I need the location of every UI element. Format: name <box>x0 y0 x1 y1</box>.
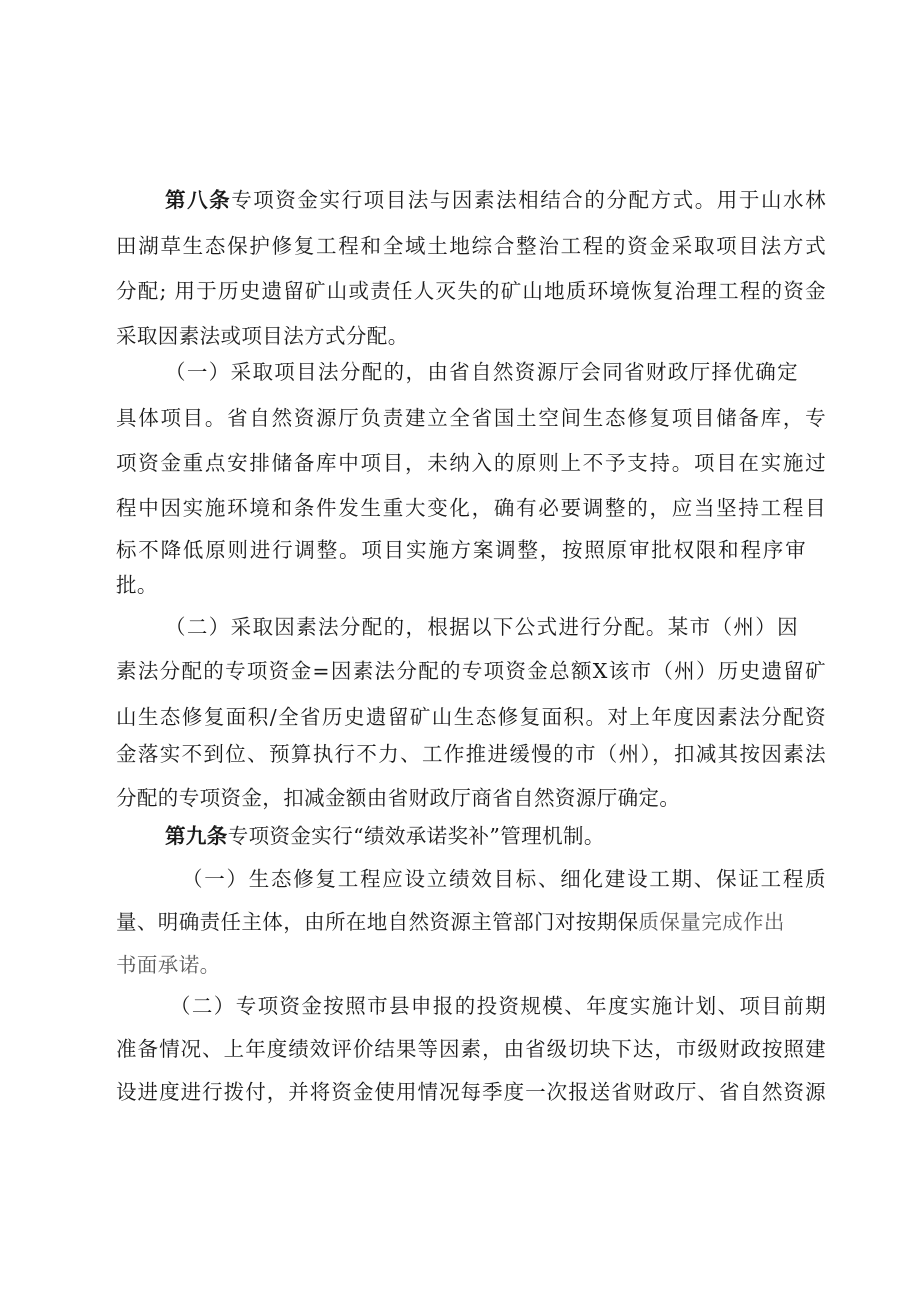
article8-item2-line-2: 素法分配的专项资金=因素法分配的专项资金总额X该市（州）历史遗留矿 <box>116 659 826 683</box>
article9-item2-line-2: 准备情况、上年度绩效评价结果等因素，由省级切块下达，市级财政按照建 <box>116 1037 826 1061</box>
article9-item1-line-3: 书面承诺。 <box>116 953 221 977</box>
article8-heading: 第八条 <box>165 188 232 212</box>
article8-line-3: 分配; 用于历史遗留矿山或责任人灭失的矿山地质环境恢复治理工程的资金 <box>116 279 826 303</box>
article8-line-2: 田湖草生态保护修复工程和全域土地综合整治工程的资金采取项目法方式 <box>116 234 826 258</box>
article9-line-1 <box>165 823 826 849</box>
article9-item2-line-3: 设进度进行拨付，并将资金使用情况每季度一次报送省财政厅、省自然资源 <box>116 1080 826 1104</box>
article9-item1-line-2-dark: 量、明确责任主体，由所在地自然资源主管部门对按期保 <box>116 910 639 934</box>
article9-item1-line-2 <box>116 909 816 935</box>
article8-item1-line-3: 项资金重点安排储备库中项目，未纳入的原则上不予支持。项目在实施过 <box>116 451 826 475</box>
article9-heading: 第九条 <box>165 824 228 848</box>
article8-item1-line-1: （一）采取项目法分配的，由省自然资源厅会同省财政厅择优确定 <box>165 360 798 384</box>
article9-item1-line-1: （一）生态修复工程应设立绩效目标、细化建设工期、保证工程质 <box>182 867 826 891</box>
article8-line-4: 采取因素法或项目法方式分配。 <box>116 324 409 348</box>
article8-item2-line-1: （二）采取因素法分配的，根据以下公式进行分配。某市（州）因 <box>165 615 798 639</box>
article8-item1-line-4: 程中因实施环境和条件发生重大变化，确有必要调整的，应当坚持工程目 <box>116 496 826 520</box>
article8-item2-line-5: 分配的专项资金，扣减金额由省财政厅商省自然资源厅确定。 <box>116 786 681 810</box>
article8-item2-line-3: 山生态修复面积/全省历史遗留矿山生态修复面积。对上年度因素法分配资 <box>116 705 826 729</box>
article8-item1-line-2: 具体项目。省自然资源厅负责建立全省国土空间生态修复项目储备库，专 <box>116 406 826 430</box>
article8-item2-line-4: 金落实不到位、预算执行不力、工作推进缓慢的市（州），扣减其按因素法 <box>116 742 826 766</box>
article9-item1-line-2-light: 质保量完成作出 <box>638 910 785 934</box>
article8-line-1-text: 专项资金实行项目法与因素法相结合的分配方式。用于山水林 <box>231 188 826 212</box>
article8-item1-line-6: 批。 <box>116 573 158 597</box>
article9-item2-line-1: （二）专项资金按照市县申报的投资规模、年度实施计划、项目前期 <box>170 994 826 1018</box>
article8-line-1 <box>165 187 826 213</box>
article8-item1-line-5: 标不降低原则进行调整。项目实施方案调整，按照原审批权限和程序审 <box>116 538 806 562</box>
article9-line-1-text: 专项资金实行“绩效承诺奖补”管理机制。 <box>227 824 605 848</box>
